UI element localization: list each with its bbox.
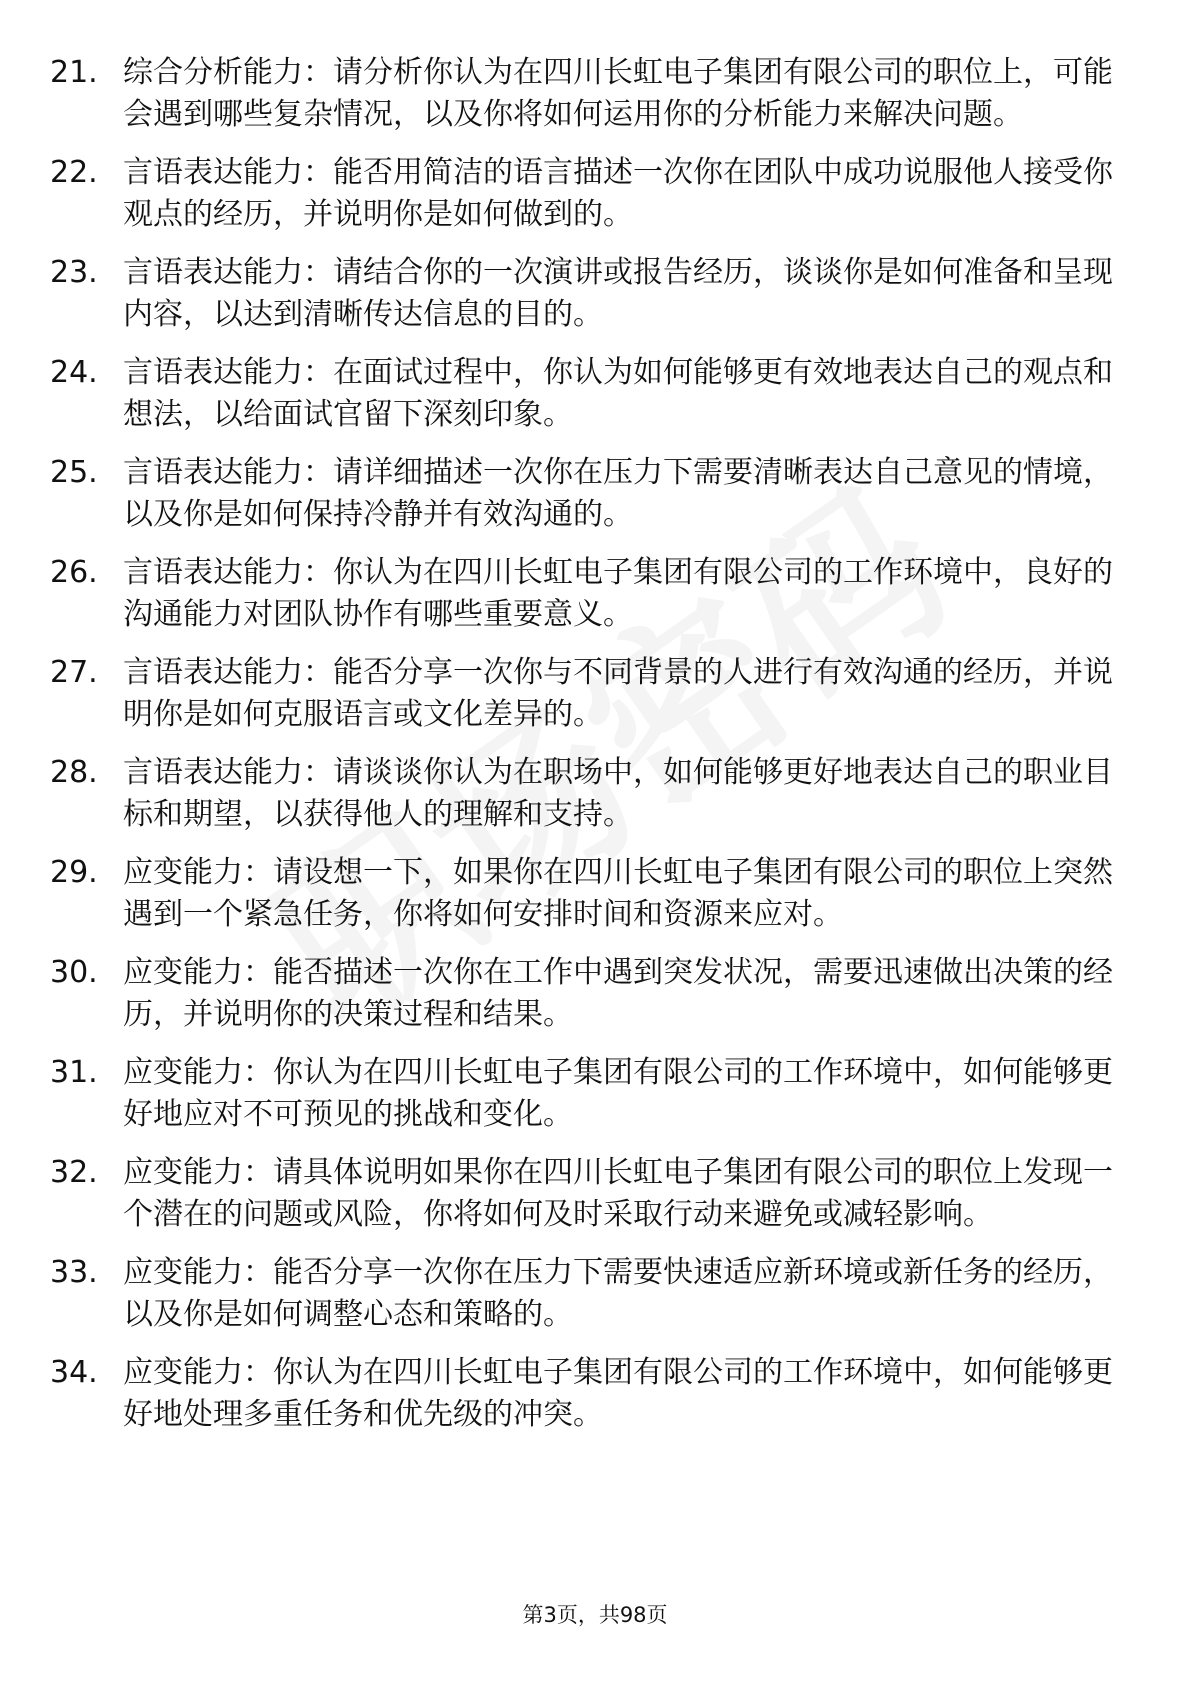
question-item [50,452,1140,536]
page-footer [0,1599,1190,1629]
question-item [50,652,1140,736]
question-item [50,1152,1140,1236]
question-number: 24. [50,355,98,390]
question-item [50,552,1140,636]
question-number: 27. [50,655,98,690]
question-item [50,52,1140,136]
question-text: 应变能力：请设想一下，如果你在四川长虹电子集团有限公司的职位上突然遇到一个紧急任务，你将如何安排时间和资源来应对。 [123,855,1113,932]
question-text: 言语表达能力：能否用简洁的语言描述一次你在团队中成功说服他人接受你观点的经历，并说明你是如何做到的。 [123,155,1113,232]
page-number-label: 第3页，共98页 [522,1603,668,1627]
question-item [50,252,1140,336]
question-item [50,952,1140,1036]
question-item [50,152,1140,236]
question-number: 32. [50,1155,98,1190]
question-number: 31. [50,1055,98,1090]
question-number: 22. [50,155,98,190]
question-text: 应变能力：能否分享一次你在压力下需要快速适应新环境或新任务的经历，以及你是如何调整心态和策略的。 [123,1255,1113,1332]
question-item [50,752,1140,836]
question-text: 言语表达能力：你认为在四川长虹电子集团有限公司的工作环境中，良好的沟通能力对团队协作有哪些重要意义。 [123,555,1113,632]
question-number: 23. [50,255,98,290]
question-item [50,352,1140,436]
question-item [50,1352,1140,1436]
question-number: 29. [50,855,98,890]
question-text: 言语表达能力：请结合你的一次演讲或报告经历，谈谈你是如何准备和呈现内容，以达到清晰传达信息的目的。 [123,255,1113,332]
question-text: 应变能力：请具体说明如果你在四川长虹电子集团有限公司的职位上发现一个潜在的问题或风险，你将如何及时采取行动来避免或减轻影响。 [123,1155,1113,1232]
question-text: 言语表达能力：能否分享一次你与不同背景的人进行有效沟通的经历，并说明你是如何克服语言或文化差异的。 [123,655,1113,732]
question-text: 言语表达能力：请详细描述一次你在压力下需要清晰表达自己意见的情境，以及你是如何保持冷静并有效沟通的。 [123,455,1113,532]
question-text: 言语表达能力：请谈谈你认为在职场中，如何能够更好地表达自己的职业目标和期望，以获得他人的理解和支持。 [123,755,1113,832]
question-number: 34. [50,1355,98,1390]
question-text: 应变能力：能否描述一次你在工作中遇到突发状况，需要迅速做出决策的经历，并说明你的决策过程和结果。 [123,955,1113,1032]
question-text: 言语表达能力：在面试过程中，你认为如何能够更有效地表达自己的观点和想法，以给面试官留下深刻印象。 [123,355,1113,432]
question-number: 25. [50,455,98,490]
question-item [50,1252,1140,1336]
question-list [50,52,1140,1452]
question-number: 30. [50,955,98,990]
question-number: 33. [50,1255,98,1290]
question-text: 应变能力：你认为在四川长虹电子集团有限公司的工作环境中，如何能够更好地处理多重任务和优先级的冲突。 [123,1355,1113,1432]
question-item [50,1052,1140,1136]
question-text: 综合分析能力：请分析你认为在四川长虹电子集团有限公司的职位上，可能会遇到哪些复杂情况，以及你将如何运用你的分析能力来解决问题。 [123,55,1113,132]
question-item [50,852,1140,936]
question-number: 26. [50,555,98,590]
question-number: 28. [50,755,98,790]
question-text: 应变能力：你认为在四川长虹电子集团有限公司的工作环境中，如何能够更好地应对不可预见的挑战和变化。 [123,1055,1113,1132]
question-number: 21. [50,55,98,90]
